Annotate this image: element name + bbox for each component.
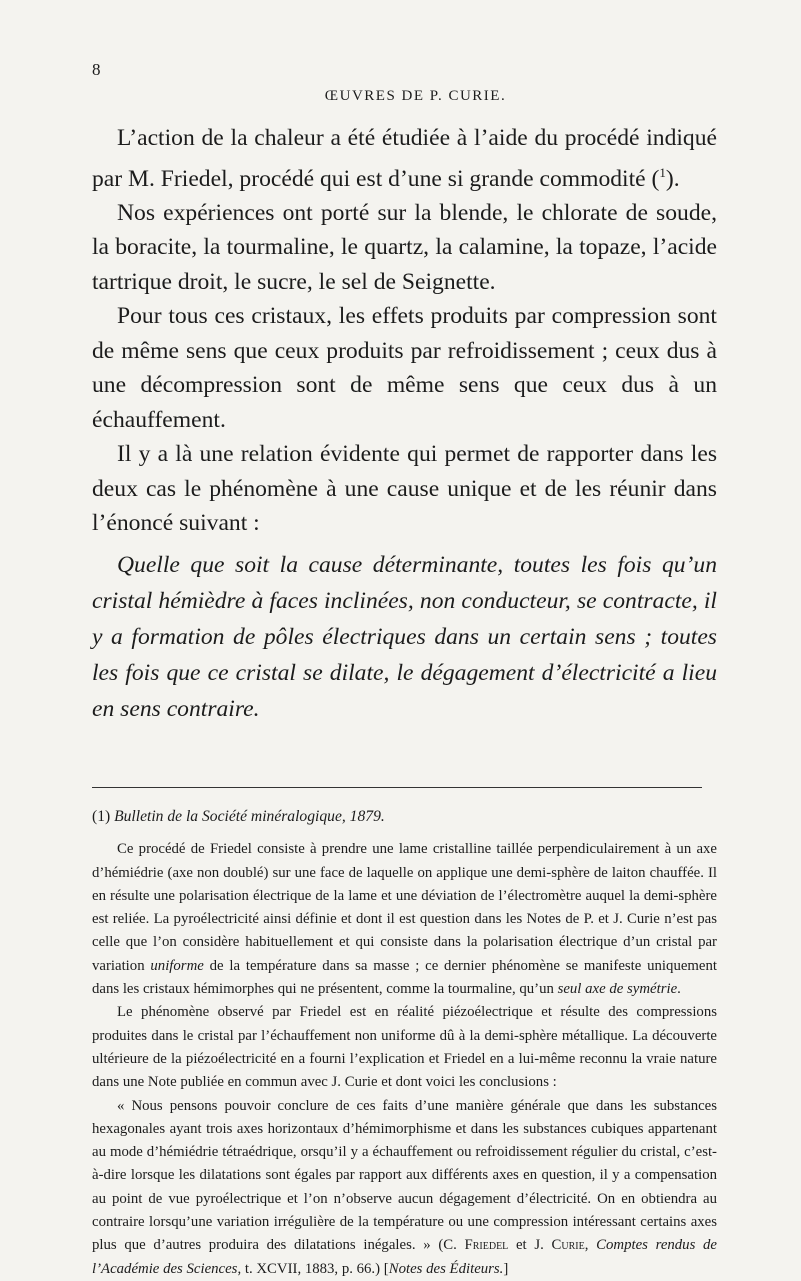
note-1-italic-b: seul axe de symétrie	[557, 981, 678, 998]
footnote-divider	[92, 787, 702, 788]
note-3-text-a: « Nous pensons pouvoir conclure de ces faits d’une manière générale que dans les substances hexagonales ayant trois axes horizontaux d’hémimorphisme et dans les substances cubiques appartenant au mode d’hémiédrie tétraédrique, orsqu’il y a échauffement ou refroidissement régulier du cristal, c’est-à-dire lorsque les dilatations sont égales par rapport aux différents axes en question, il y a compensation au point de vue pyroélectrique et l’on n’observe aucun dégagement d’électricité. On en obtiendra au contraire lorsqu’une variation irrégulière de la température ou une compression intéressant certains axes plus que d’autres produira des dilatations inégales. » (C.	[92, 1097, 717, 1254]
paragraph-1	[92, 121, 717, 196]
note-1-italic-a: uniforme	[150, 957, 204, 974]
italic-statement: Quelle que soit la cause déterminante, toutes les fois qu’un cristal hémièdre à faces inclinées, non conducteur, se contracte, il y a formation de pôles électriques dans un certain sens ; toutes les fois que ce cristal se dilate, le dégagement d’électricité a lieu en sens contraire.	[92, 551, 717, 722]
paragraph-3: Pour tous ces cristaux, les effets produits par compression sont de même sens que ceux produits par refroidissement ; ceux dus à une décompression sont de même sens que ceux dus à un échauffement.	[92, 303, 717, 433]
note-1-text-b: de la température dans sa masse ; ce dernier phénomène se manifeste uniquement dans les cristaux hémimorphes qui ne présentent, comme la tourmaline, qu’un	[92, 957, 717, 998]
journal-title: Comptes rendus de l’Académie des Sciences	[92, 1237, 717, 1277]
note-1-text-c: .	[677, 981, 681, 998]
footnote-marker: (1)	[92, 808, 111, 825]
bracket-open: [	[383, 1260, 389, 1277]
page-number: 8	[92, 60, 101, 79]
note-paragraph-1	[92, 838, 717, 1001]
running-title: ŒUVRES DE P. CURIE.	[324, 88, 507, 104]
author-curie: Curie	[551, 1237, 585, 1254]
author-friedel: Friedel	[464, 1237, 509, 1254]
editors-note: Notes des Éditeurs.	[388, 1260, 504, 1277]
footnote-ref: 1	[659, 164, 666, 180]
main-text	[92, 121, 717, 727]
bracket-close: ]	[503, 1260, 509, 1277]
paragraph-4: Il y a là une relation évidente qui permet de rapporter dans les deux cas le phénomène à une cause unique et de les réunir dans l’énoncé suivant :	[92, 441, 717, 537]
note-1-text-a: Ce procédé de Friedel consiste à prendre une lame cristalline taillée perpendiculairement à un axe d’hémiédrie (axe non doublé) sur une face de laquelle on applique une demi-sphère de laiton chauffée. Il en résulte une polarisation électrique de la lame et une déviation de l’électromètre auquel la demi-sphère est reliée. La pyroélectricité ainsi définie et dont il est question dans les Notes de P. et J. Curie n’est pas celle que l’on considère habituellement et qui consiste dans la polarisation électrique d’un cristal par variation	[92, 841, 717, 974]
note-paragraph-2: Le phénomène observé par Friedel est en réalité piézoélectrique et résulte des compressions produites dans le cristal par l’échauffement non uniforme dû à la demi-sphère métallique. La découverte ultérieure de la piézoélectricité en a fourni l’explication et Friedel en a lui-même reconnu la vraie nature dans une Note publiée en commun avec J. Curie et dont voici les conclusions :	[92, 1004, 717, 1091]
footnote-citation	[92, 805, 717, 828]
note-paragraph-3	[92, 1095, 717, 1281]
paragraph-2: Nos expériences ont porté sur la blende, le chlorate de soude, la boracite, la tourmaline, le quartz, la calamine, la topaze, l’acide tartrique droit, le sucre, le sel de Seignette.	[92, 199, 717, 295]
note-3-separator: ,	[584, 1237, 597, 1254]
note-3-text-mid: et J.	[508, 1237, 552, 1254]
paragraph-1-end: ).	[665, 165, 680, 192]
note-3-text-b: , t. XCVII, 1883, p. 66.)	[237, 1260, 384, 1277]
footnotes	[92, 805, 717, 1281]
paragraph-1-text: L’action de la chaleur a été étudiée à l’aide du procédé indiqué par M. Friedel, procédé qui est d’une si grande commodité (	[92, 125, 717, 192]
citation-text: Bulletin de la Société minéralogique, 1879.	[114, 808, 385, 825]
